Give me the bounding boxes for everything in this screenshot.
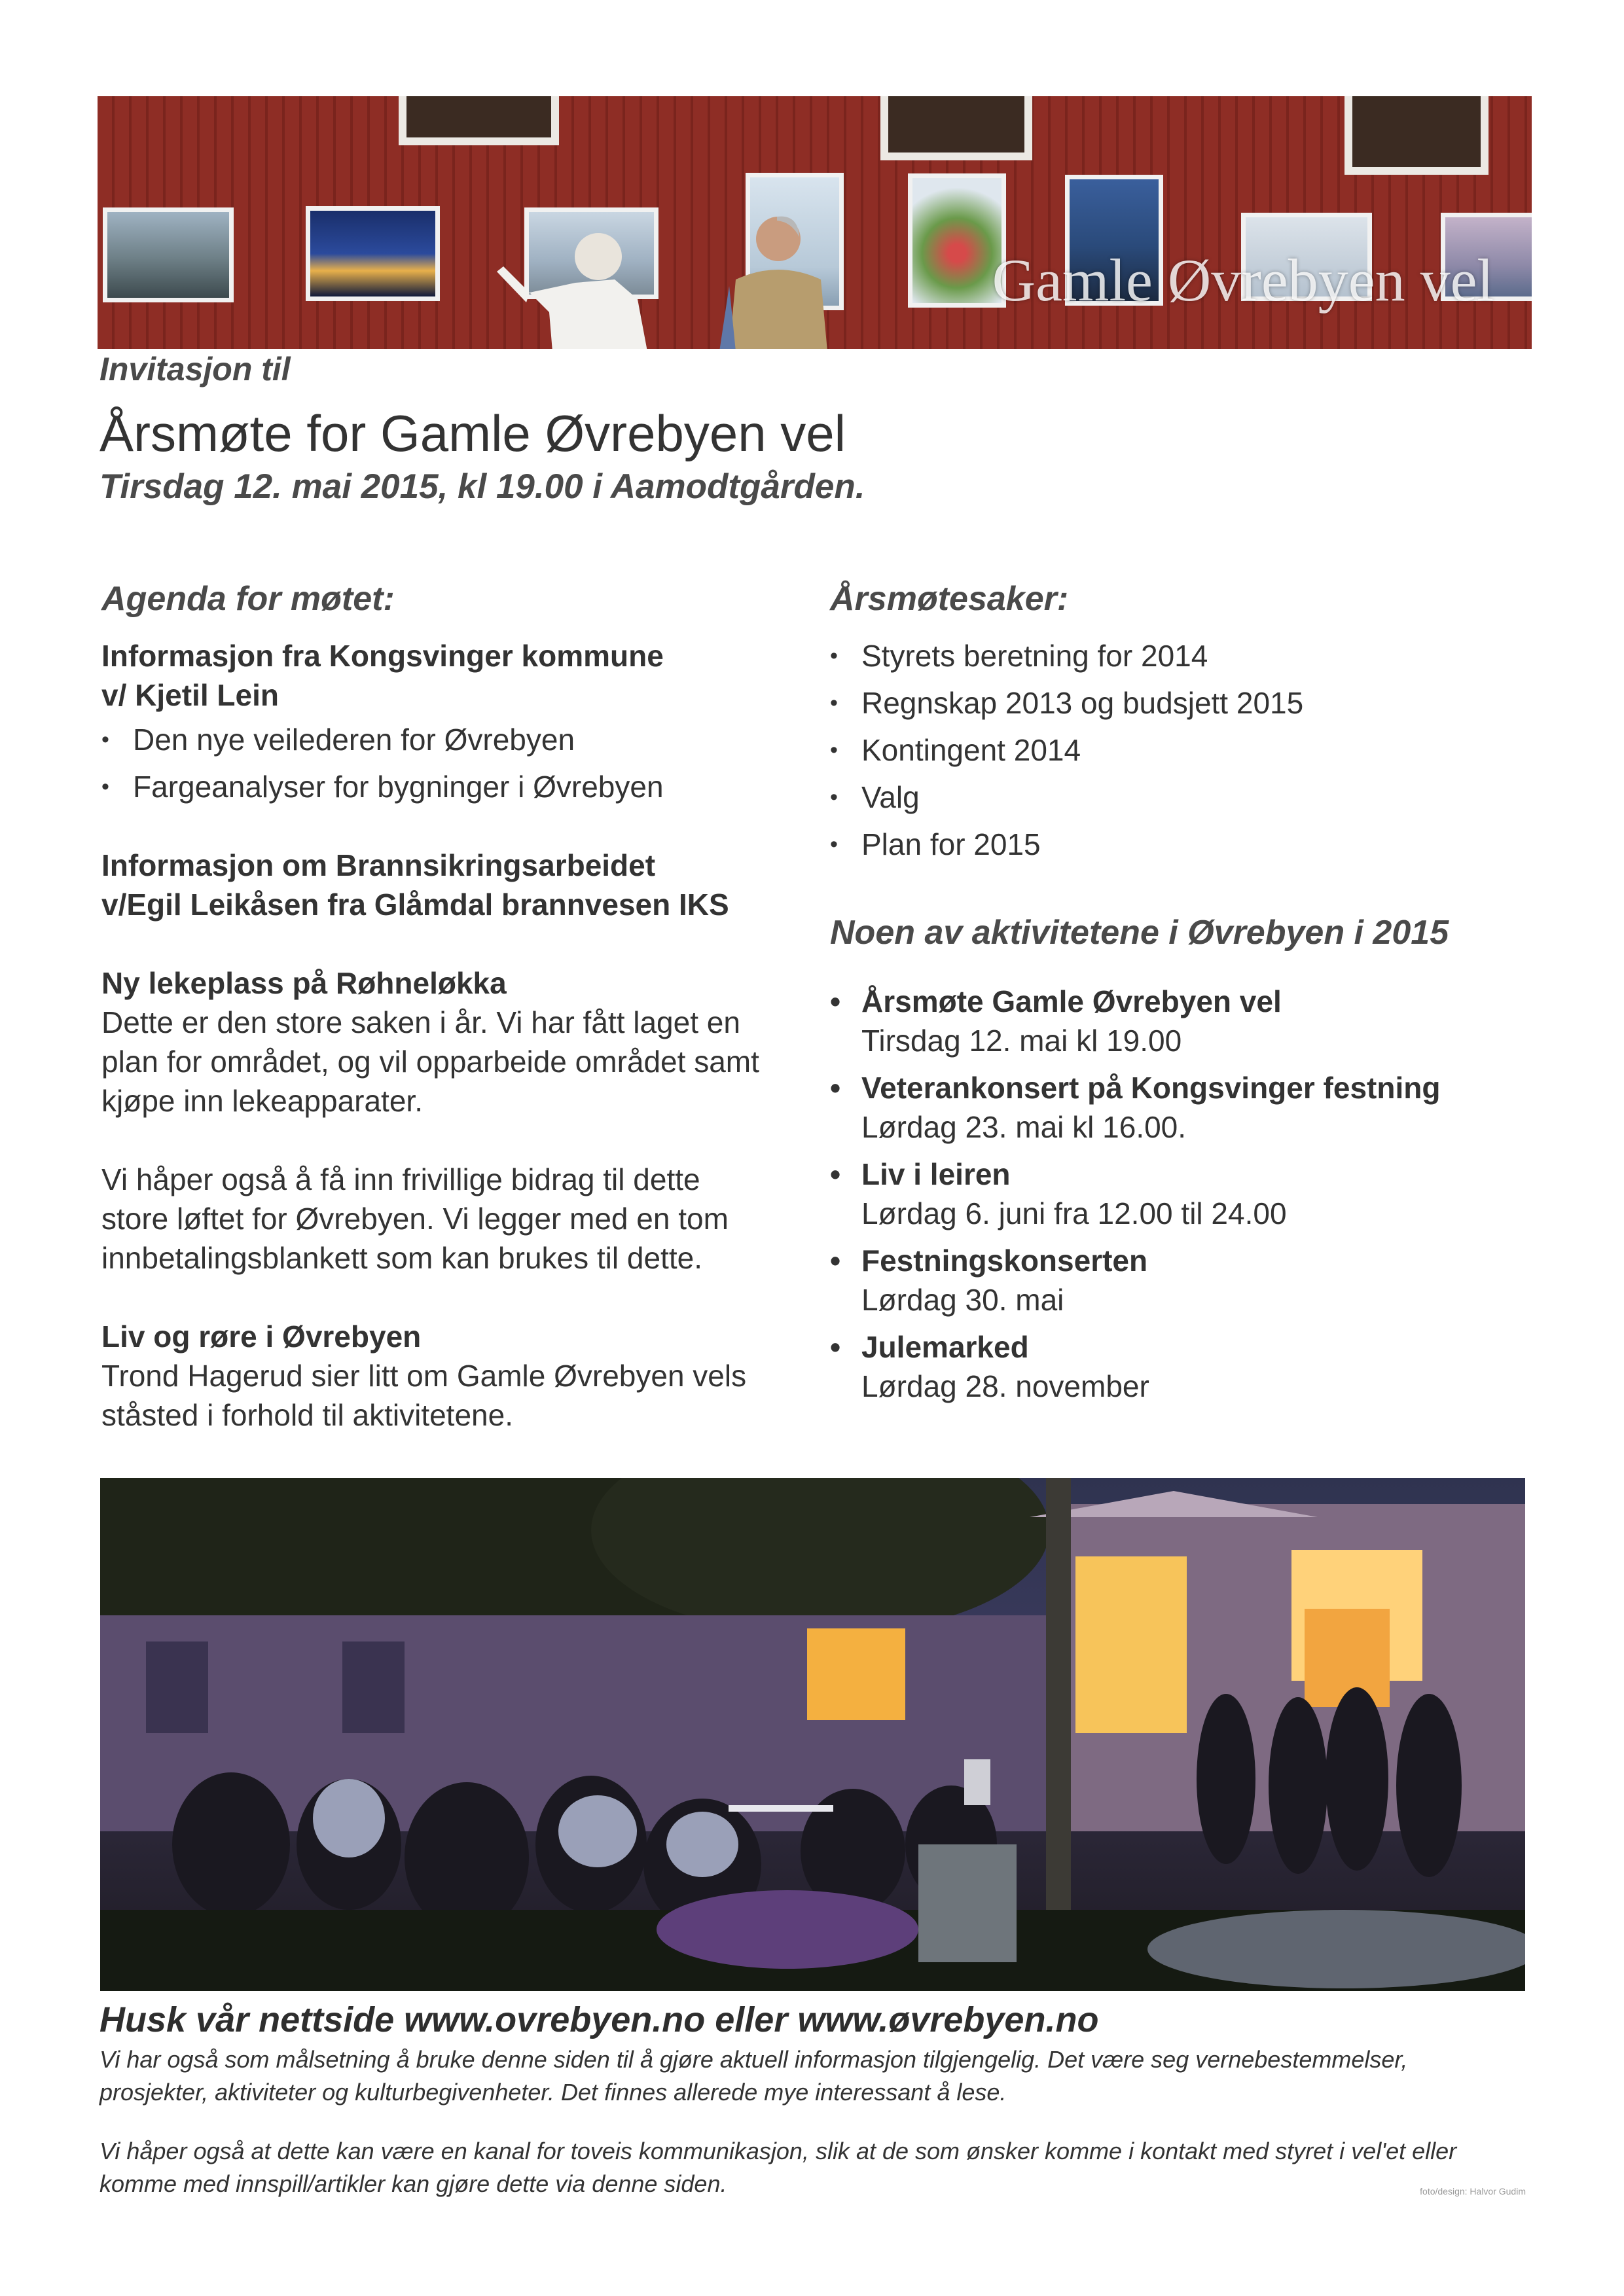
agenda-section-title: Liv og røre i Øvrebyen [101, 1319, 422, 1354]
right-column [830, 576, 1537, 1406]
activity-name: • Liv i leiren [861, 1157, 1011, 1191]
agenda-section-speaker: v/ Kjetil Lein [101, 678, 279, 712]
activity-item [830, 982, 1537, 1060]
page-title: Årsmøte for Gamle Øvrebyen vel [99, 404, 846, 462]
barn-window [880, 96, 1032, 160]
visitor-figure [490, 221, 687, 349]
evening-gathering-photo [100, 1478, 1525, 1991]
activity-item [830, 1241, 1537, 1319]
agenda-heading: Agenda for møtet: [101, 580, 395, 618]
website-heading: Husk vår nettside www.ovrebyen.no eller www.øvrebyen.no [99, 2000, 1099, 2039]
footer-paragraph [99, 2135, 1533, 2200]
agenda-text-line: plan for området, og vil opparbeide området samt [101, 1045, 759, 1079]
barn-window [1344, 96, 1489, 175]
agenda-list-item: • Den nye veilederen for Øvrebyen [101, 720, 808, 759]
saker-heading: Årsmøtesaker: [830, 580, 1069, 618]
activity-when: Tirsdag 12. mai kl 19.00 [861, 1024, 1182, 1058]
activity-name: • Årsmøte Gamle Øvrebyen vel [861, 984, 1282, 1018]
evening-scene-illustration [100, 1478, 1525, 1991]
activity-when: Lørdag 28. november [861, 1369, 1149, 1403]
agenda-section-title: Informasjon fra Kongsvinger kommune [101, 639, 664, 673]
saker-list-item: • Styrets beretning for 2014 [830, 636, 1537, 675]
footer-text-line: Vi har også som målsetning å bruke denne siden til å gjøre aktuell informasjon tilgjengelig. Det være seg vernebestemmelser, [99, 2046, 1408, 2073]
activity-when: Lørdag 30. mai [861, 1283, 1064, 1317]
saker-list-item: • Valg [830, 778, 1537, 817]
agenda-text-line: store løftet for Øvrebyen. Vi legger med en tom [101, 1202, 729, 1236]
activity-item [830, 1155, 1537, 1233]
activity-name: • Julemarked [861, 1330, 1029, 1364]
footer-text-line: prosjekter, aktiviteter og kulturbegivenheter. Det finnes allerede mye interessant å lese. [99, 2079, 1007, 2106]
saker-list [830, 636, 1537, 864]
activities-heading: Noen av aktivitetene i Øvrebyen i 2015 [830, 914, 1449, 952]
exhibit-photo [908, 173, 1006, 308]
saker-list-item: • Plan for 2015 [830, 825, 1537, 864]
exhibit-photo [306, 206, 440, 301]
agenda-section-title: Ny lekeplass på Røhneløkka [101, 966, 507, 1000]
footer-paragraph [99, 2043, 1533, 2109]
invitation-kicker: Invitasjon til [99, 351, 291, 387]
exhibit-photo [103, 207, 234, 302]
activity-when: Lørdag 6. juni fra 12.00 til 24.00 [861, 1196, 1287, 1230]
footer-text-line: komme med innspill/artikler kan gjøre dette via denne siden. [99, 2170, 727, 2197]
activities-list [830, 982, 1537, 1406]
agenda-text-line: innbetalingsblankett som kan brukes til dette. [101, 1241, 702, 1275]
agenda-list-item: • Fargeanalyser for bygninger i Øvrebyen [101, 767, 808, 806]
agenda-text-line: ståsted i forhold til aktivitetene. [101, 1398, 513, 1432]
agenda-text-line: kjøpe inn lekeapparater. [101, 1084, 423, 1118]
activity-name: • Veterankonsert på Kongsvinger festning [861, 1071, 1441, 1105]
meeting-date-line: Tirsdag 12. mai 2015, kl 19.00 i Aamodtgården. [99, 467, 865, 506]
agenda-section-list [101, 720, 808, 806]
agenda-text-line: Dette er den store saken i år. Vi har fått laget en [101, 1005, 740, 1039]
photo-credit: foto/design: Halvor Gudim [1420, 2186, 1526, 2197]
saker-list-item: • Kontingent 2014 [830, 730, 1537, 770]
agenda-section-speaker: v/Egil Leikåsen fra Glåmdal brannvesen IKS [101, 888, 729, 922]
agenda-text-line: Vi håper også å få inn frivillige bidrag til dette [101, 1162, 700, 1196]
header-banner-title: Gamle Øvrebyen vel [992, 247, 1494, 314]
agenda-column [101, 576, 808, 1435]
activity-name: • Festningskonserten [861, 1244, 1148, 1278]
visitor-figure [700, 207, 850, 349]
agenda-text-line: Trond Hagerud sier litt om Gamle Øvrebyen vels [101, 1359, 747, 1393]
saker-list-item: • Regnskap 2013 og budsjett 2015 [830, 683, 1537, 723]
activity-when: Lørdag 23. mai kl 16.00. [861, 1110, 1187, 1144]
footer-text-line: Vi håper også at dette kan være en kanal for toveis kommunikasjon, slik at de som ønsker komme i kontakt med styret i vel'et eller [99, 2138, 1457, 2164]
barn-window [399, 96, 559, 145]
header-photo [98, 96, 1532, 349]
activity-item [830, 1068, 1537, 1147]
activity-item [830, 1327, 1537, 1406]
agenda-section-title: Informasjon om Brannsikringsarbeidet [101, 848, 656, 882]
